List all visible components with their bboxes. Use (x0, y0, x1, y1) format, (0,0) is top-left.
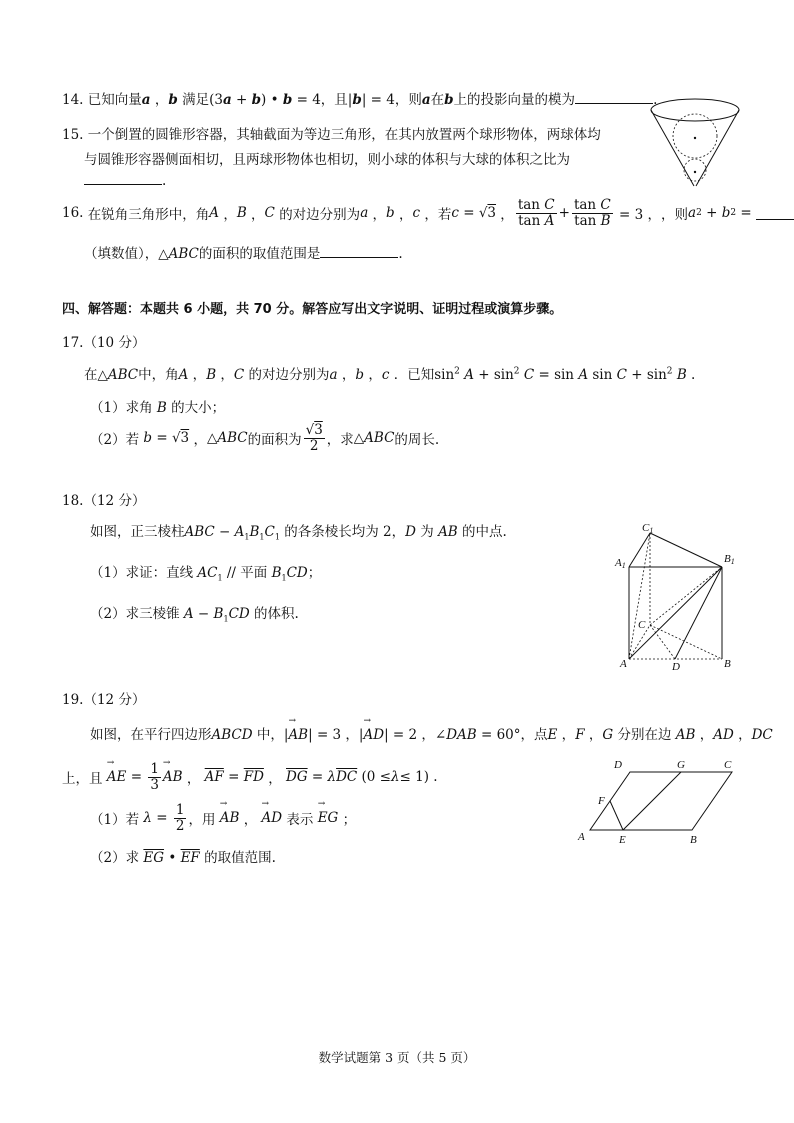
question-17-part2: （2）若 b = √ 3 ， △ ABC 的面积为 $\frac{√3}{2}$ ，求 △ ABC 的周长. (90, 422, 440, 454)
q19-part1-text: ； (342, 812, 357, 829)
question-17-number (62, 331, 145, 351)
question-17-part1: （1）求角 B 的大小； (90, 400, 226, 416)
question-17-stem: 在△ABC中，角A ，B ，C 的对边分别为a ，b ，c ．已知$\sin^2 A + \sin^2 C = \sin A$ $\sin C + \sin^2 B$ . (84, 366, 696, 383)
q18-number: 18.（12 分） (62, 493, 146, 509)
q19-part2-text: （2）求 (90, 850, 140, 866)
q18-part2-text: 的体积. (254, 606, 299, 622)
question-19-stem: 如图，在平行四边形ABCD 中，|→ AB| = 3 ，|→ AD| = 2 ，∠DAB = 60°，点E ，F ，G 分别在边 AB ，AD ，DC (90, 723, 773, 743)
label-A: A (578, 831, 585, 843)
question-18-number (62, 489, 145, 509)
q16-text: 的对边分别为 (279, 207, 361, 224)
q17-text: 中，角 (138, 367, 179, 383)
label-B: B (690, 834, 697, 846)
question-18-part1: （1）求证：直线 $AC_1$ // 平面 $B_1CD$； (90, 565, 322, 583)
label-G: G (677, 759, 685, 771)
q16-number: 16. (62, 205, 84, 222)
q15-line2: 与圆锥形容器侧面相切，且两球形物体也相切，则小球的体积与大球的体积之比为 (84, 152, 570, 168)
label-D: D (672, 661, 680, 673)
label-B1: B1 (724, 553, 735, 566)
q18-text: 的中点. (462, 524, 507, 540)
q17-part2-text: 的周长. (394, 432, 440, 449)
q19-number: 19.（12 分） (62, 692, 146, 708)
question-15-line3 (84, 172, 166, 189)
prism-figure (612, 520, 742, 675)
q18-part1-text: 平面 (240, 565, 268, 581)
q14-text: 已知向量 (87, 92, 142, 108)
question-19-number (62, 688, 145, 708)
q14-text: ，则 (394, 92, 422, 108)
q17-part2-text: ， (193, 432, 207, 449)
q18-text: 的各条棱长均为 2， (284, 524, 406, 540)
q16-text: 在锐角三角形中，角 (87, 207, 210, 224)
fraction: $\frac{1}{3}$ (150, 761, 159, 793)
q17-text: 的对边分别为 (248, 367, 330, 383)
fraction: $\frac{\text{tan C}}{\text{tan A}}$ (517, 197, 555, 229)
q14-text: 满足 (182, 92, 210, 108)
question-19-line2: 上，且 → AE = $\frac{1}{3}$ → AB ， $\overline{AF}$ = $\overline{FD}$ ， $\overline{DG}$ = λ $\overline{DC}$ (0 ≤ λ ≤ 1) . (62, 762, 438, 793)
question-19-part2: （2）求 $\overline{EG}$ • $\overline{EF}$ 的取值范围. (90, 850, 276, 866)
question-18-part2: （2）求三棱锥 $A - B_1CD$ 的体积. (90, 606, 299, 624)
q17-number: 17.（10 分） (62, 335, 146, 351)
question-15 (62, 123, 601, 143)
q15-number: 15. (62, 127, 84, 143)
fraction: $\frac{√3}{2}$ (305, 422, 323, 454)
q15-end: . (162, 173, 167, 189)
q14-number: 14. (62, 92, 84, 108)
q16-end: . (398, 246, 403, 262)
label-B: B (724, 658, 731, 670)
q19-text: 中， (256, 727, 284, 743)
q17-part2-text: ，求 (326, 432, 354, 449)
q16-text: ，若 (424, 207, 452, 224)
q18-text: 如图，正三棱柱 (90, 524, 185, 540)
q19-text: 上，且 (62, 771, 103, 788)
q16-text: 的面积的取值范围是 (198, 246, 321, 262)
q14-end: . (653, 92, 658, 108)
q18-text: 为 (420, 524, 434, 540)
q19-text: ，点 (520, 727, 548, 743)
answer-blank (756, 207, 794, 220)
question-16-line2: （填数值），△ABC的面积的取值范围是 . (84, 246, 403, 262)
answer-blank (575, 91, 653, 104)
q17-text: 在 (84, 367, 98, 383)
page-footer (0, 1048, 794, 1066)
q19-part1-text: 表示 (286, 812, 314, 829)
section-heading (62, 298, 562, 317)
cone-figure (648, 96, 743, 191)
q18-part1-text: ； (307, 565, 322, 581)
label-C: C (638, 619, 646, 631)
label-C: C (724, 759, 732, 771)
q17-text: ．已知 (393, 367, 435, 383)
q14-text: ，且 (320, 92, 348, 108)
q15-line1: 一个倒置的圆锥形容器，其轴截面为等边三角形，在其内放置两个球形物体，两球体均 (87, 127, 601, 143)
q14-text: 上的投影向量的模为 (453, 92, 576, 108)
section-heading-text: 四、解答题：本题共 6 小题，共 70 分。解答应写出文字说明、证明过程或演算步骤。 (62, 302, 563, 317)
q19-part1-text: ，用 (188, 812, 216, 829)
q17-part2-text: （2）若 (90, 432, 140, 449)
label-F: F (598, 795, 605, 807)
q19-text: 分别在边 (617, 727, 672, 743)
q17-part1-text: （1）求角 (90, 400, 153, 416)
q18-part1-text: （1）求证：直线 (90, 565, 194, 581)
label-E: E (619, 834, 626, 846)
question-14: 14. 已知向量a ，b 满足(3a + b) • b = 4，且|b| = 4，则a在b上的投影向量的模为 . (62, 92, 658, 108)
q18-part2-text: （2）求三棱锥 (90, 606, 180, 622)
fraction: $\frac{1}{2}$ (175, 802, 185, 834)
answer-blank (320, 245, 398, 258)
label-D: D (614, 759, 622, 771)
question-15-line2 (84, 148, 570, 168)
label-A1: A1 (615, 557, 626, 570)
label-C1: C1 (642, 522, 654, 535)
fraction: $\frac{\text{tan C}}{\text{tan B}}$ (573, 197, 611, 229)
q17-part1-text: 的大小； (171, 400, 226, 416)
label-A: A (620, 658, 627, 670)
q16-text: ，则 (661, 207, 689, 224)
q14-text: 在 (430, 92, 445, 108)
q17-part2-text: 的面积为 (247, 432, 302, 449)
q19-part2-text: 的取值范围. (204, 850, 276, 866)
parallelogram-figure (574, 755, 744, 850)
question-16: 16. 在锐角三角形中，角 A ， B ， C 的对边分别为 a ， b ， c ，若 c = √ 3 ， $\frac{\text{tan C}}{\text{tan A}}$ + $\frac{\text{tan C}}{\text{tan B}}$ = 3 ， ，则 a 2 + b 2 = (62, 198, 794, 229)
answer-blank (84, 172, 162, 185)
footer-text: 数学试题第 3 页（共 5 页） (318, 1050, 476, 1065)
q19-text: 如图，在平行四边形 (90, 727, 212, 743)
q19-part1-text: （1）若 (90, 812, 140, 829)
q16-text: （填数值）， (84, 246, 159, 262)
question-19-part1: （1）若 λ = $\frac{1}{2}$ ，用 → AB ， → AD 表示 → EG ； (90, 803, 356, 834)
question-18-stem: 如图，正三棱柱ABC − $A_1B_1C_1$ 的各条棱长均为 2，D 为 AB 的中点. (90, 524, 507, 542)
